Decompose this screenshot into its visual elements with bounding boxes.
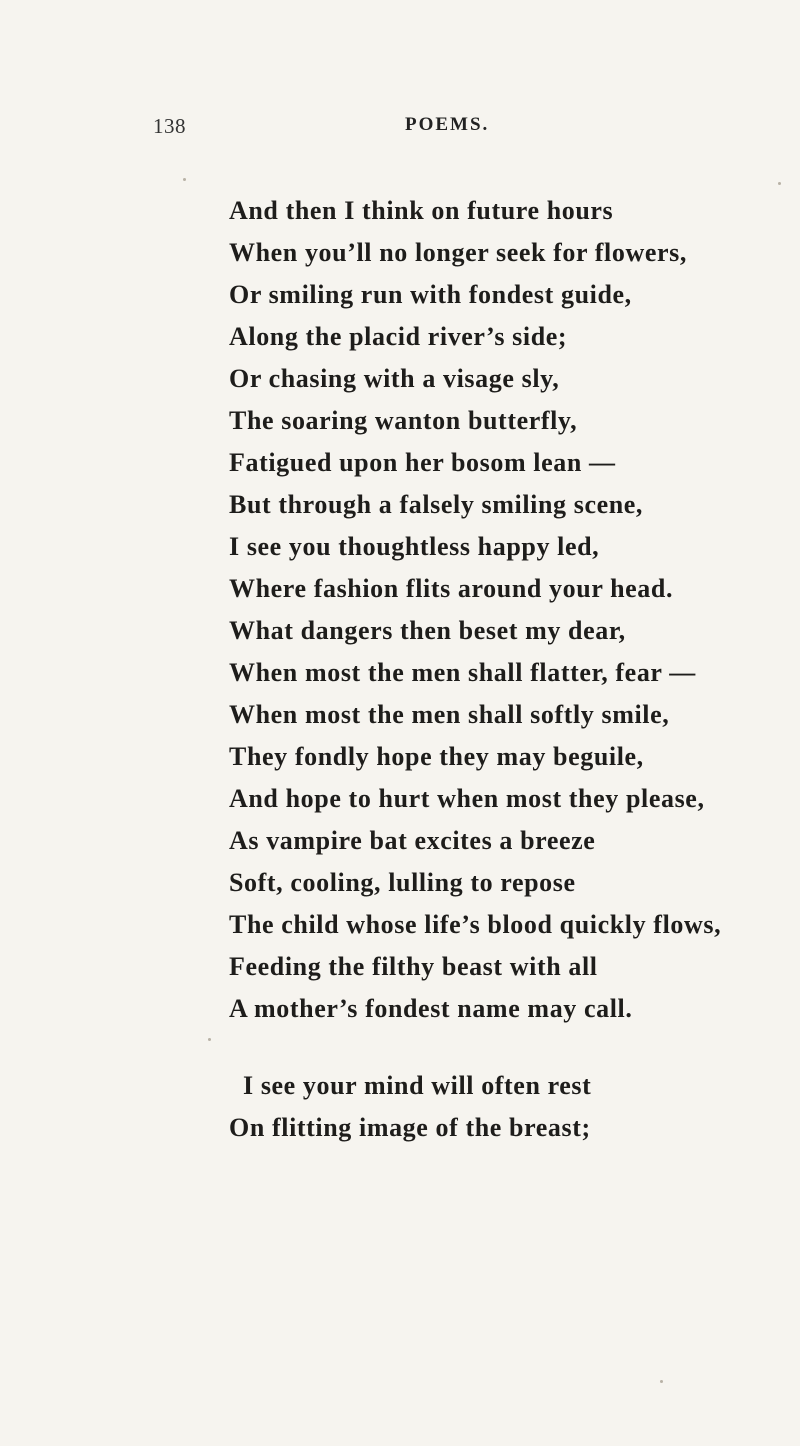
poem-line: Feeding the filthy beast with all (229, 952, 598, 981)
poem-line: What dangers then beset my dear, (229, 616, 626, 645)
poem-line: The child whose life’s blood quickly flows, (229, 910, 722, 939)
poem-line: Along the placid river’s side; (229, 322, 568, 351)
poem-line: Or chasing with a visage sly, (229, 364, 560, 393)
poem-line: Soft, cooling, lulling to repose (229, 868, 576, 897)
poem-line: I see you thoughtless happy led, (229, 532, 600, 561)
poem-line: When you’ll no longer seek for flowers, (229, 238, 687, 267)
running-head: POEMS. (405, 114, 490, 135)
stanza-1 (229, 190, 721, 1030)
paper-speck (778, 182, 781, 185)
paper-speck (660, 1380, 663, 1383)
stanza-2 (229, 1065, 591, 1149)
paper-speck (183, 178, 186, 181)
poem-line: When most the men shall flatter, fear — (229, 658, 696, 687)
poem-line: And hope to hurt when most they please, (229, 784, 705, 813)
poem-line: But through a falsely smiling scene, (229, 490, 644, 519)
poem-line: As vampire bat excites a breeze (229, 826, 596, 855)
poem-line: And then I think on future hours (229, 196, 614, 225)
poem-line: A mother’s fondest name may call. (229, 994, 633, 1023)
poem-line: Fatigued upon her bosom lean — (229, 448, 616, 477)
poem-line: The soaring wanton butterfly, (229, 406, 578, 435)
poem-line: I see your mind will often rest (243, 1071, 592, 1100)
paper-speck (208, 1038, 211, 1041)
poem-line: Or smiling run with fondest guide, (229, 280, 632, 309)
poem-line: When most the men shall softly smile, (229, 700, 670, 729)
poem-line: Where fashion flits around your head. (229, 574, 674, 603)
poem-line: On flitting image of the breast; (229, 1113, 591, 1142)
poem-line: They fondly hope they may beguile, (229, 742, 644, 771)
page-number: 138 (153, 114, 186, 138)
